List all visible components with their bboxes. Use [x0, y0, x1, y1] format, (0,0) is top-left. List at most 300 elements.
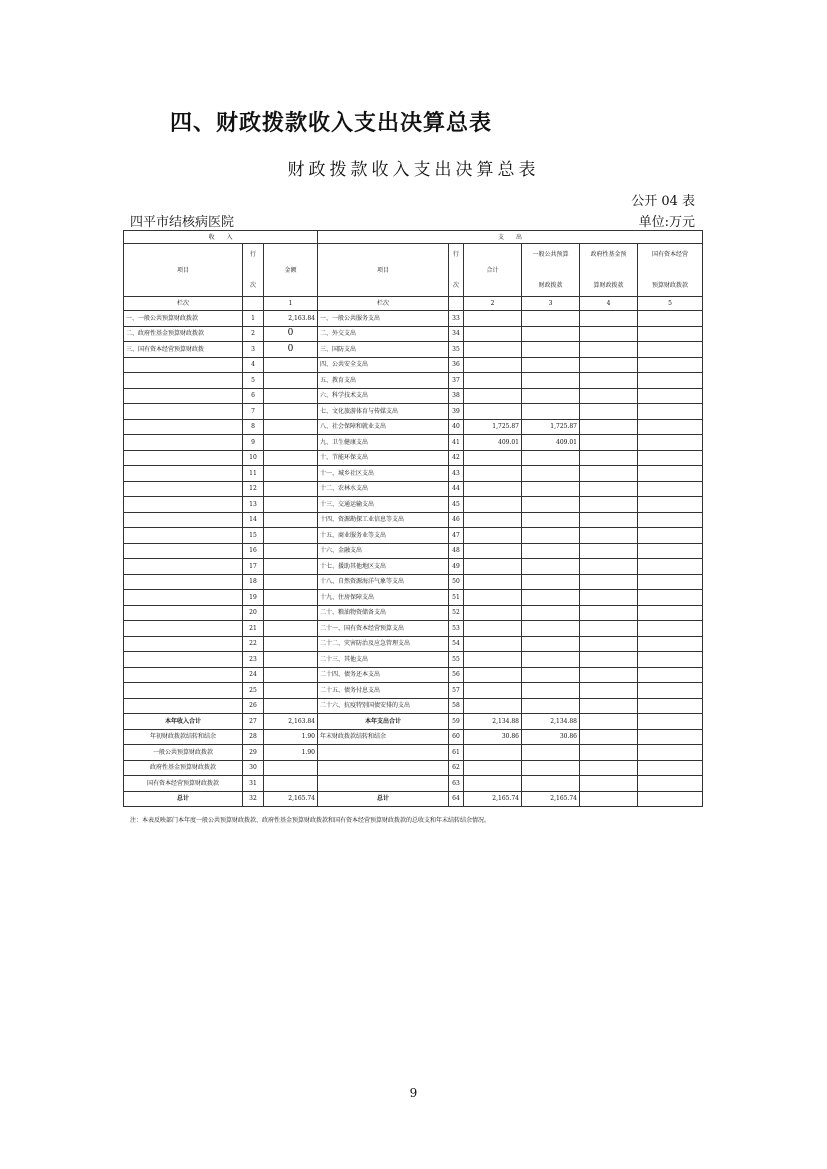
table-row: [124, 419, 703, 435]
state-capital-amount-cell: [638, 776, 703, 792]
state-capital-amount-cell: [638, 698, 703, 714]
table-row: [124, 466, 703, 482]
general-budget-amount-cell: [522, 497, 580, 513]
income-row-number-cell: 11: [243, 466, 264, 482]
income-amount-cell: [264, 481, 318, 497]
gov-fund-header: 政府性基金预 算财政拨款: [580, 244, 638, 297]
income-item-header: 项目: [124, 244, 243, 297]
state-capital-amount-cell: [638, 729, 703, 745]
income-row-number-cell: 29: [243, 745, 264, 761]
income-row-number-cell: 14: [243, 512, 264, 528]
general-budget-amount-cell: [522, 683, 580, 699]
gov-fund-amount-cell: [580, 481, 638, 497]
column-index-3: 3: [522, 297, 580, 311]
state-capital-amount-cell: [638, 590, 703, 606]
expense-row-number-cell: 53: [449, 621, 464, 637]
table-row: [124, 528, 703, 544]
expense-total-cell: [464, 388, 522, 404]
income-row-number-cell: 27: [243, 714, 264, 730]
state-capital-amount-cell: [638, 311, 703, 327]
income-item-cell: 一般公共预算财政拨款: [124, 745, 243, 761]
income-item-cell: 国有资本经营预算财政拨款: [124, 776, 243, 792]
state-capital-header: 国有资本经营 预算财政拨款: [638, 244, 703, 297]
expense-total-cell: [464, 450, 522, 466]
state-capital-amount-cell: [638, 745, 703, 761]
income-amount-cell: [264, 621, 318, 637]
form-number: 公开 04 表: [631, 194, 695, 209]
table-row: [124, 311, 703, 327]
expense-item-cell: 十一、城乡社区支出: [318, 466, 449, 482]
expense-item-cell: 七、文化旅游体育与传媒支出: [318, 404, 449, 420]
income-item-cell: [124, 698, 243, 714]
general-budget-amount-cell: 409.01: [522, 435, 580, 451]
expense-row-number-cell: 57: [449, 683, 464, 699]
income-row-number-cell: 10: [243, 450, 264, 466]
column-index-2: 2: [464, 297, 522, 311]
income-header: 收 入: [124, 231, 318, 244]
expense-row-number-cell: 45: [449, 497, 464, 513]
income-amount-cell: [264, 404, 318, 420]
gov-fund-amount-cell: [580, 528, 638, 544]
expense-total-cell: [464, 698, 522, 714]
income-item-cell: [124, 450, 243, 466]
general-budget-amount-cell: [522, 404, 580, 420]
expense-total-cell: [464, 652, 522, 668]
income-item-cell: 本年收入合计: [124, 714, 243, 730]
expense-total-cell: [464, 326, 522, 342]
expense-row-number-cell: 62: [449, 760, 464, 776]
income-amount-cell: [264, 373, 318, 389]
expense-row-number-cell: 50: [449, 574, 464, 590]
expense-item-cell: 十三、交通运输支出: [318, 497, 449, 513]
state-capital-amount-cell: [638, 435, 703, 451]
income-item-cell: [124, 404, 243, 420]
expense-row-number-cell: 46: [449, 512, 464, 528]
state-capital-amount-cell: [638, 714, 703, 730]
table-row: [124, 450, 703, 466]
gov-fund-amount-cell: [580, 450, 638, 466]
expense-row-number-cell: 64: [449, 791, 464, 807]
expense-total-cell: 30.86: [464, 729, 522, 745]
state-capital-amount-cell: [638, 357, 703, 373]
income-row-number-cell: 22: [243, 636, 264, 652]
expense-row-number-cell: 47: [449, 528, 464, 544]
expense-row-number-cell: 48: [449, 543, 464, 559]
state-capital-amount-cell: [638, 419, 703, 435]
income-item-cell: 政府性基金预算财政拨款: [124, 760, 243, 776]
state-capital-amount-cell: [638, 559, 703, 575]
expense-total-cell: [464, 760, 522, 776]
table-row: [124, 342, 703, 358]
state-capital-amount-cell: [638, 621, 703, 637]
income-row-number-cell: 26: [243, 698, 264, 714]
income-amount-cell: [264, 760, 318, 776]
expense-row-number-cell: 41: [449, 435, 464, 451]
general-budget-amount-cell: [522, 481, 580, 497]
expense-item-cell: 十六、金融支出: [318, 543, 449, 559]
income-amount-cell: 2,163.84: [264, 311, 318, 327]
table-row: [124, 745, 703, 761]
expense-row-number-cell: 40: [449, 419, 464, 435]
income-item-cell: [124, 683, 243, 699]
income-item-cell: 二、政府性基金预算财政拨款: [124, 326, 243, 342]
general-budget-amount-cell: [522, 373, 580, 389]
general-budget-amount-cell: [522, 326, 580, 342]
expense-total-cell: 1,725.87: [464, 419, 522, 435]
state-capital-amount-cell: [638, 342, 703, 358]
income-row-number-cell: 18: [243, 574, 264, 590]
page-number: 9: [409, 1086, 418, 1100]
column-index-5: 5: [638, 297, 703, 311]
state-capital-amount-cell: [638, 760, 703, 776]
expense-header: 支 出: [318, 231, 703, 244]
expense-row-number-cell: 38: [449, 388, 464, 404]
table-row: [124, 729, 703, 745]
income-item-cell: [124, 574, 243, 590]
table-row: [124, 404, 703, 420]
table-row: [124, 776, 703, 792]
gov-fund-amount-cell: [580, 574, 638, 590]
table-row: [124, 357, 703, 373]
table-row: [124, 481, 703, 497]
expense-row-number-cell: 43: [449, 466, 464, 482]
expense-total-cell: [464, 776, 522, 792]
state-capital-amount-cell: [638, 466, 703, 482]
gov-fund-amount-cell: [580, 466, 638, 482]
table-row: [124, 621, 703, 637]
expense-total-cell: [464, 512, 522, 528]
income-amount-cell: [264, 435, 318, 451]
state-capital-amount-cell: [638, 388, 703, 404]
state-capital-amount-cell: [638, 683, 703, 699]
section-heading: 四、财政拨款收入支出决算总表: [170, 111, 493, 136]
expense-item-cell: [318, 760, 449, 776]
expense-row-number-cell: 34: [449, 326, 464, 342]
expense-total-cell: [464, 481, 522, 497]
expense-item-cell: 十二、农林水支出: [318, 481, 449, 497]
expense-row-number-cell: 60: [449, 729, 464, 745]
expense-item-header: 项目: [318, 244, 449, 297]
income-amount-cell: 1.90: [264, 729, 318, 745]
expense-item-cell: 十八、自然资源海洋气象等支出: [318, 574, 449, 590]
gov-fund-amount-cell: [580, 342, 638, 358]
amount-header: 金额: [264, 244, 318, 297]
income-row-number-cell: 20: [243, 605, 264, 621]
table-row: [124, 683, 703, 699]
table-row: [124, 559, 703, 575]
income-item-cell: [124, 466, 243, 482]
table-row: [124, 652, 703, 668]
table-footnote: 注：本表反映部门本年度一般公共预算财政拨款、政府性基金预算财政拨款和国有资本经营预算财政拨款的总收支和年末结转结余情况。: [130, 817, 491, 824]
gov-fund-amount-cell: [580, 497, 638, 513]
expense-row-number-cell: 56: [449, 667, 464, 683]
income-item-cell: 年初财政拨款结转和结余: [124, 729, 243, 745]
unit-label: 单位:万元: [638, 215, 695, 230]
gov-fund-amount-cell: [580, 667, 638, 683]
expense-row-number-cell: 61: [449, 745, 464, 761]
expense-row-number-cell: 35: [449, 342, 464, 358]
expense-total-cell: [464, 342, 522, 358]
column-index-4: 4: [580, 297, 638, 311]
gov-fund-amount-cell: [580, 373, 638, 389]
expense-item-cell: 六、科学技术支出: [318, 388, 449, 404]
gov-fund-amount-cell: [580, 559, 638, 575]
income-row-number-cell: 24: [243, 667, 264, 683]
state-capital-amount-cell: [638, 543, 703, 559]
expense-total-cell: [464, 683, 522, 699]
expense-item-cell: 十五、商业服务业等支出: [318, 528, 449, 544]
general-budget-amount-cell: [522, 543, 580, 559]
income-amount-cell: [264, 419, 318, 435]
income-row-number-cell: 2: [243, 326, 264, 342]
state-capital-amount-cell: [638, 667, 703, 683]
income-amount-cell: [264, 466, 318, 482]
expense-row-number-cell: 51: [449, 590, 464, 606]
expense-row-number-cell: 44: [449, 481, 464, 497]
general-budget-amount-cell: [522, 559, 580, 575]
income-item-cell: [124, 559, 243, 575]
gov-fund-amount-cell: [580, 683, 638, 699]
gov-fund-amount-cell: [580, 791, 638, 807]
expense-total-cell: [464, 559, 522, 575]
general-budget-amount-cell: [522, 342, 580, 358]
income-row-number-cell: 4: [243, 357, 264, 373]
income-item-cell: [124, 373, 243, 389]
gov-fund-amount-cell: [580, 652, 638, 668]
general-budget-amount-cell: [522, 745, 580, 761]
state-capital-amount-cell: [638, 497, 703, 513]
income-amount-cell: [264, 543, 318, 559]
gov-fund-amount-cell: [580, 404, 638, 420]
income-item-cell: [124, 481, 243, 497]
gov-fund-amount-cell: [580, 311, 638, 327]
expense-item-cell: 本年支出合计: [318, 714, 449, 730]
gov-fund-amount-cell: [580, 776, 638, 792]
income-row-number-cell: 21: [243, 621, 264, 637]
total-header: 合计: [464, 244, 522, 297]
state-capital-amount-cell: [638, 652, 703, 668]
income-item-cell: 总计: [124, 791, 243, 807]
general-budget-amount-cell: [522, 466, 580, 482]
general-budget-amount-cell: [522, 621, 580, 637]
gov-fund-amount-cell: [580, 605, 638, 621]
general-budget-amount-cell: [522, 652, 580, 668]
column-index-label: 栏次: [124, 297, 243, 311]
general-budget-amount-cell: [522, 311, 580, 327]
table-row: [124, 326, 703, 342]
general-budget-amount-cell: [522, 388, 580, 404]
income-item-cell: [124, 497, 243, 513]
expense-item-cell: 八、社会保障和就业支出: [318, 419, 449, 435]
income-item-cell: 一、一般公共预算财政拨款: [124, 311, 243, 327]
table-row: [124, 667, 703, 683]
income-row-number-cell: 7: [243, 404, 264, 420]
expense-item-cell: 三、国防支出: [318, 342, 449, 358]
expense-total-cell: [464, 373, 522, 389]
income-item-cell: [124, 388, 243, 404]
general-budget-amount-cell: 2,165.74: [522, 791, 580, 807]
table-row: [124, 714, 703, 730]
general-budget-amount-cell: [522, 590, 580, 606]
table-row: [124, 574, 703, 590]
general-budget-amount-cell: [522, 574, 580, 590]
income-item-cell: [124, 605, 243, 621]
expense-row-number-cell: 58: [449, 698, 464, 714]
expense-item-cell: 十七、援助其他地区支出: [318, 559, 449, 575]
budget-summary-table: [123, 230, 703, 807]
gov-fund-amount-cell: [580, 543, 638, 559]
income-amount-cell: [264, 357, 318, 373]
table-row: [124, 760, 703, 776]
income-row-number-cell: 28: [243, 729, 264, 745]
gov-fund-amount-cell: [580, 714, 638, 730]
gov-fund-amount-cell: [580, 512, 638, 528]
table-row: [124, 543, 703, 559]
expense-item-cell: [318, 776, 449, 792]
state-capital-amount-cell: [638, 373, 703, 389]
expense-row-number-cell: 37: [449, 373, 464, 389]
expense-item-cell: 一、一般公共服务支出: [318, 311, 449, 327]
income-amount-cell: [264, 528, 318, 544]
expense-total-cell: [464, 667, 522, 683]
table-row: [124, 512, 703, 528]
expense-item-cell: 二、外交支出: [318, 326, 449, 342]
expense-total-cell: [464, 466, 522, 482]
income-row-number-cell: 19: [243, 590, 264, 606]
gov-fund-amount-cell: [580, 698, 638, 714]
income-amount-cell: 2,165.74: [264, 791, 318, 807]
general-budget-header: 一般公共预算 财政拨款: [522, 244, 580, 297]
income-row-number-cell: 6: [243, 388, 264, 404]
gov-fund-amount-cell: [580, 419, 638, 435]
income-amount-cell: [264, 590, 318, 606]
income-item-cell: [124, 543, 243, 559]
gov-fund-amount-cell: [580, 388, 638, 404]
state-capital-amount-cell: [638, 791, 703, 807]
income-amount-cell: [264, 574, 318, 590]
expense-item-cell: 四、公共安全支出: [318, 357, 449, 373]
income-item-cell: [124, 667, 243, 683]
state-capital-amount-cell: [638, 574, 703, 590]
income-amount-cell: [264, 683, 318, 699]
income-row-number-cell: 30: [243, 760, 264, 776]
expense-total-cell: 2,165.74: [464, 791, 522, 807]
expense-row-number-header: 行 次: [449, 244, 464, 297]
income-row-number-cell: 17: [243, 559, 264, 575]
expense-item-cell: 年末财政拨款结转和结余: [318, 729, 449, 745]
gov-fund-amount-cell: [580, 590, 638, 606]
expense-item-cell: 二十、粮油物资储备支出: [318, 605, 449, 621]
expense-row-number-cell: 49: [449, 559, 464, 575]
expense-row-number-cell: 39: [449, 404, 464, 420]
gov-fund-amount-cell: [580, 729, 638, 745]
expense-total-cell: 2,134.88: [464, 714, 522, 730]
table-row: [124, 698, 703, 714]
income-amount-cell: [264, 667, 318, 683]
income-row-number-cell: 32: [243, 791, 264, 807]
income-amount-cell: [264, 605, 318, 621]
income-item-cell: [124, 590, 243, 606]
table-row: [124, 791, 703, 807]
general-budget-amount-cell: 1,725.87: [522, 419, 580, 435]
expense-row-number-cell: 63: [449, 776, 464, 792]
expense-item-cell: 二十六、抗疫特别国债安排的支出: [318, 698, 449, 714]
general-budget-amount-cell: [522, 667, 580, 683]
income-item-cell: [124, 636, 243, 652]
income-item-cell: [124, 621, 243, 637]
income-row-number-header: 行 次: [243, 244, 264, 297]
general-budget-amount-cell: 2,134.88: [522, 714, 580, 730]
expense-total-cell: [464, 404, 522, 420]
state-capital-amount-cell: [638, 326, 703, 342]
general-budget-amount-cell: [522, 760, 580, 776]
expense-total-cell: 409.01: [464, 435, 522, 451]
state-capital-amount-cell: [638, 481, 703, 497]
gov-fund-amount-cell: [580, 636, 638, 652]
gov-fund-amount-cell: [580, 745, 638, 761]
expense-total-cell: [464, 574, 522, 590]
income-row-number-cell: 13: [243, 497, 264, 513]
expense-item-cell: 二十五、债务付息支出: [318, 683, 449, 699]
expense-row-number-cell: 42: [449, 450, 464, 466]
expense-item-cell: 总计: [318, 791, 449, 807]
expense-item-cell: [318, 745, 449, 761]
state-capital-amount-cell: [638, 605, 703, 621]
income-item-cell: [124, 528, 243, 544]
state-capital-amount-cell: [638, 636, 703, 652]
gov-fund-amount-cell: [580, 621, 638, 637]
expense-row-number-cell: 59: [449, 714, 464, 730]
expense-total-cell: [464, 497, 522, 513]
expense-item-cell: 十九、住房保障支出: [318, 590, 449, 606]
expense-total-cell: [464, 528, 522, 544]
income-row-number-cell: 25: [243, 683, 264, 699]
income-row-number-cell: 5: [243, 373, 264, 389]
expense-item-cell: 二十二、灾害防治及应急管理支出: [318, 636, 449, 652]
expense-item-cell: 二十四、债务还本支出: [318, 667, 449, 683]
table-row: [124, 605, 703, 621]
expense-row-number-cell: 33: [449, 311, 464, 327]
expense-row-number-cell: 55: [449, 652, 464, 668]
income-amount-cell: 0: [264, 342, 318, 358]
income-amount-cell: [264, 559, 318, 575]
gov-fund-amount-cell: [580, 435, 638, 451]
organization-name: 四平市结核病医院: [130, 215, 235, 230]
table-row: [124, 388, 703, 404]
expense-row-number-cell: 54: [449, 636, 464, 652]
state-capital-amount-cell: [638, 512, 703, 528]
table-row: [124, 435, 703, 451]
general-budget-amount-cell: 30.86: [522, 729, 580, 745]
expense-item-cell: 九、卫生健康支出: [318, 435, 449, 451]
general-budget-amount-cell: [522, 528, 580, 544]
expense-total-cell: [464, 621, 522, 637]
expense-item-cell: 十、节能环保支出: [318, 450, 449, 466]
income-row-number-cell: 3: [243, 342, 264, 358]
table-title: 财政拨款收入支出决算总表: [287, 160, 540, 180]
expense-total-cell: [464, 605, 522, 621]
income-amount-cell: [264, 776, 318, 792]
table-row: [124, 636, 703, 652]
income-row-number-cell: 9: [243, 435, 264, 451]
expense-item-cell: 十四、资源勘探工业信息等支出: [318, 512, 449, 528]
income-item-cell: [124, 512, 243, 528]
general-budget-amount-cell: [522, 450, 580, 466]
expense-total-cell: [464, 636, 522, 652]
gov-fund-amount-cell: [580, 357, 638, 373]
income-item-cell: [124, 652, 243, 668]
income-amount-cell: [264, 652, 318, 668]
